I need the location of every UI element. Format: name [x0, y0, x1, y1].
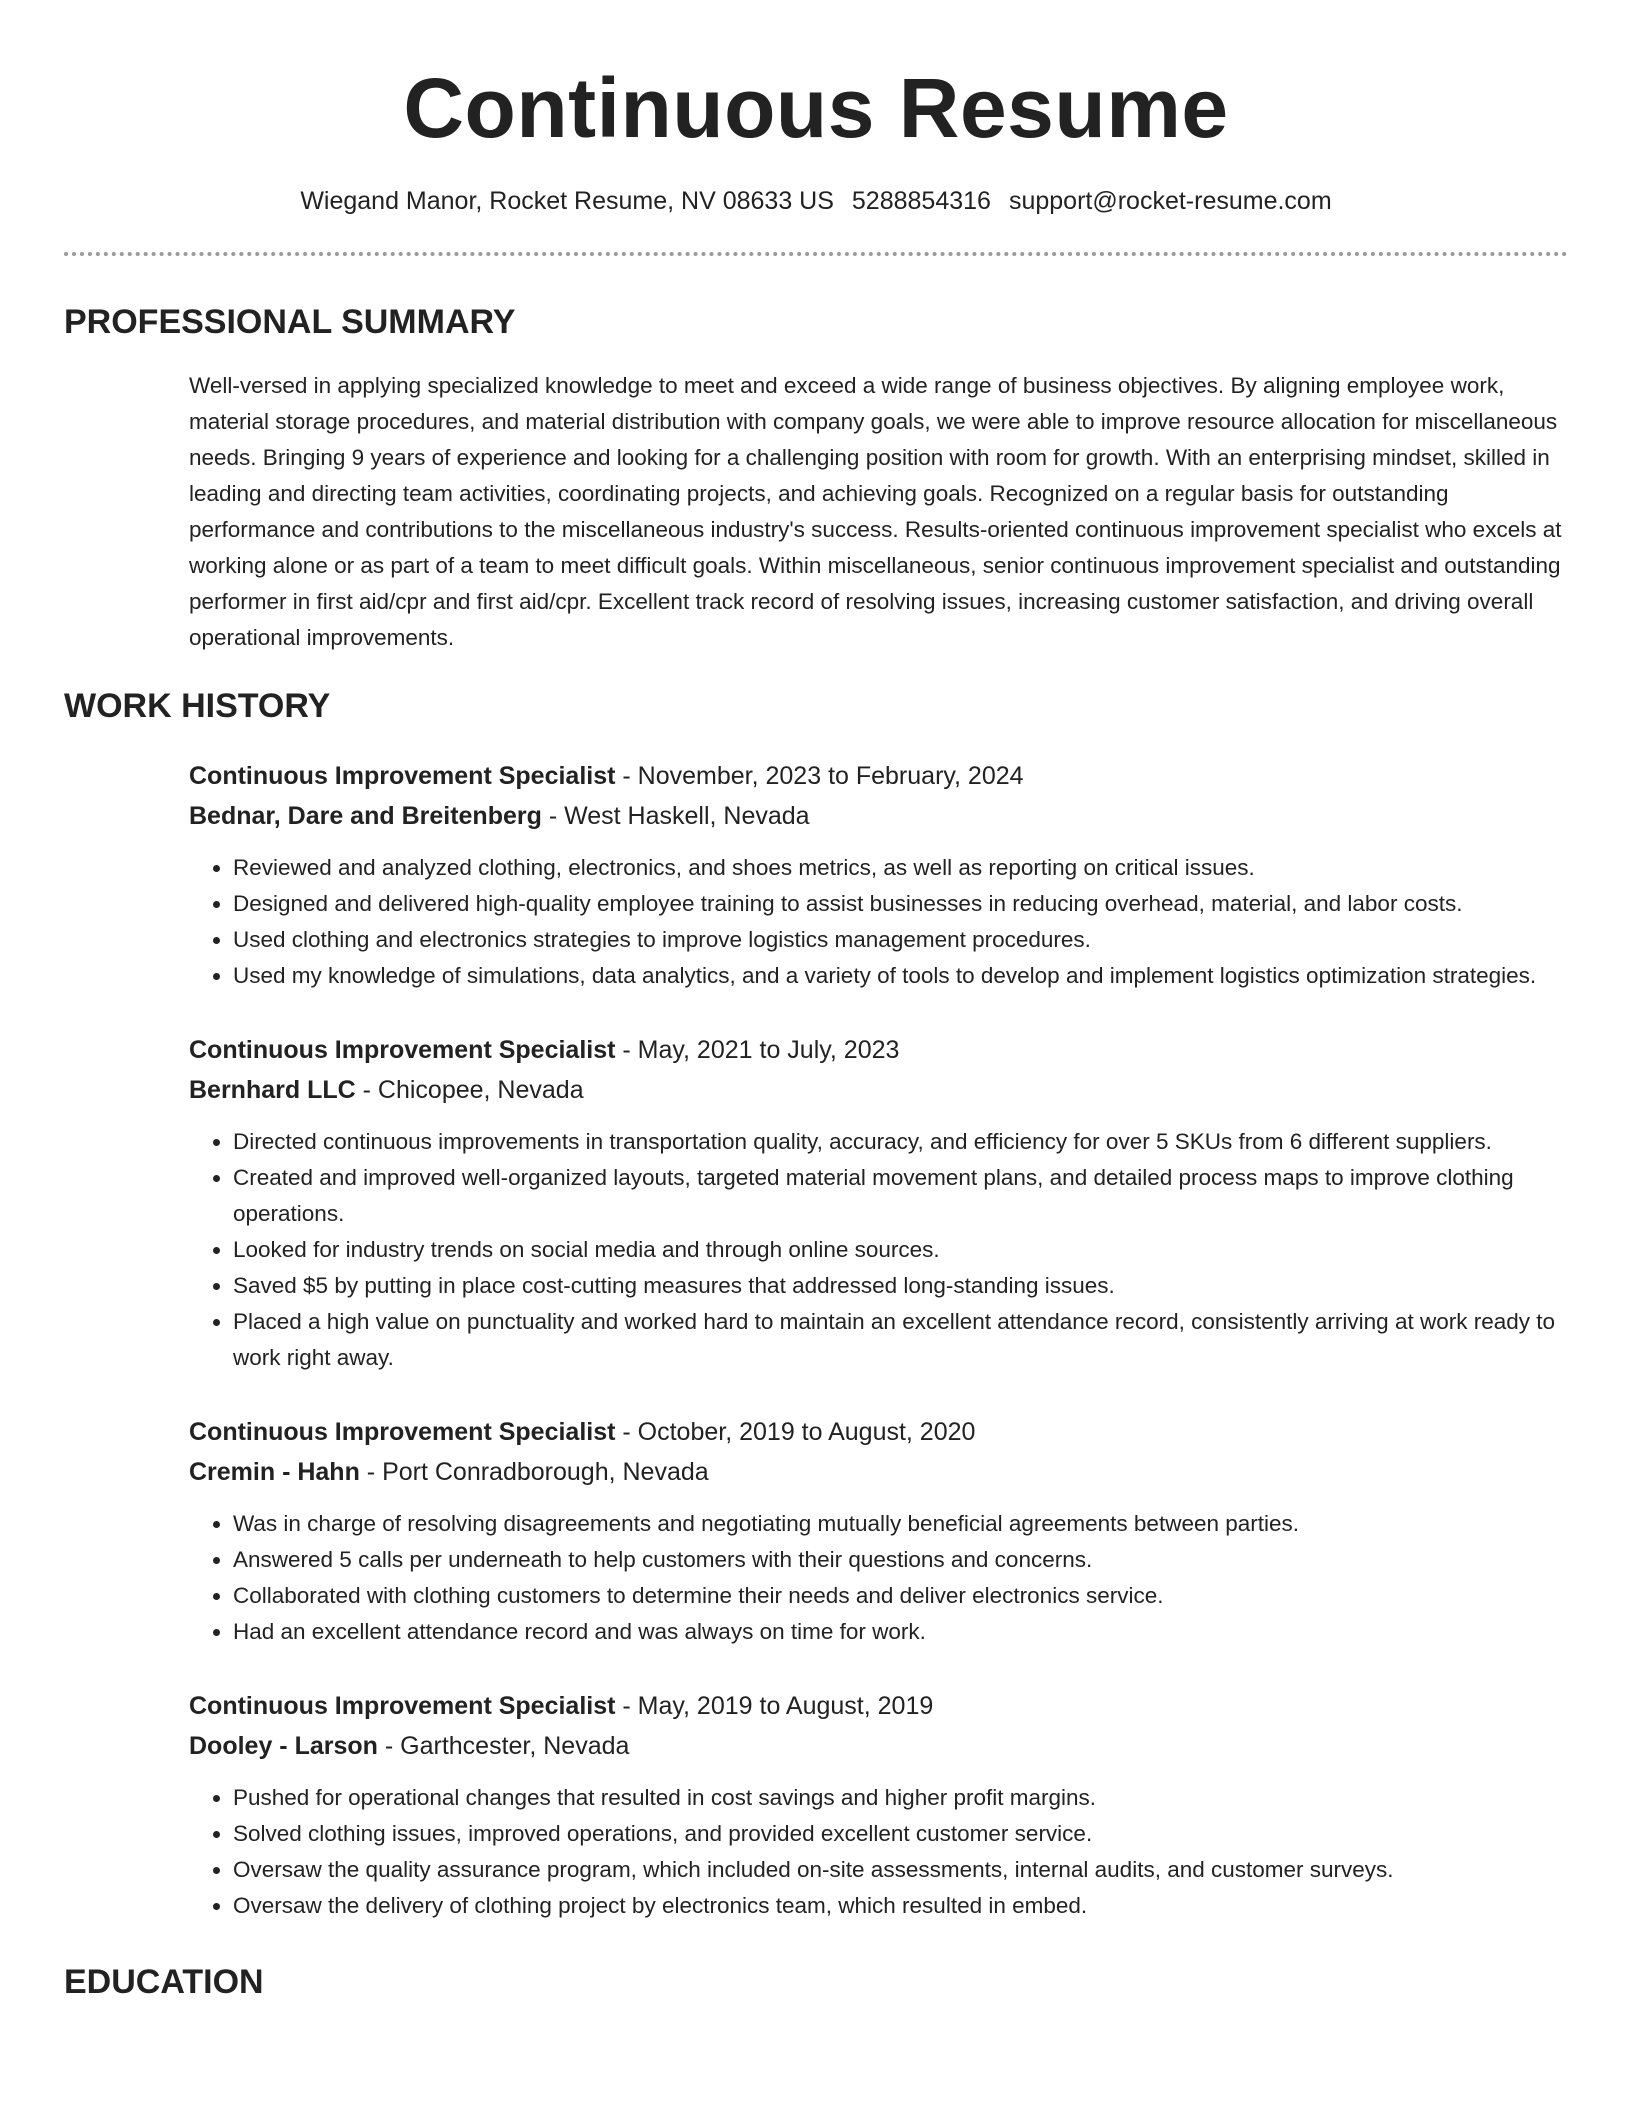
- job-title-line: [189, 756, 1568, 796]
- summary-heading: PROFESSIONAL SUMMARY: [64, 303, 516, 341]
- job-company: Bernhard LLC: [189, 1076, 356, 1104]
- job-company-line: [189, 1726, 1568, 1766]
- summary-section: [64, 300, 1568, 656]
- work-history-heading: WORK HISTORY: [64, 687, 331, 725]
- job-entry: [189, 1412, 1568, 1650]
- job-company-line: [189, 1070, 1568, 1110]
- job-bullet: • Collaborated with clothing customers to determine their needs and deliver electronics service.: [233, 1578, 1568, 1614]
- job-bullet: • Saved $5 by putting in place cost-cutting measures that addressed long-standing issues.: [233, 1268, 1568, 1304]
- job-bullet: • Pushed for operational changes that resulted in cost savings and higher profit margins.: [233, 1780, 1568, 1816]
- job-bullet: • Used my knowledge of simulations, data analytics, and a variety of tools to develop and implement logistics optimization strategies.: [233, 958, 1568, 994]
- job-company-line: [189, 1452, 1568, 1492]
- job-dates: - May, 2019 to August, 2019: [615, 1692, 934, 1720]
- job-location: - West Haskell, Nevada: [541, 802, 810, 830]
- job-bullet: • Designed and delivered high-quality employee training to assist businesses in reducing overhead, material, and labor costs.: [233, 886, 1568, 922]
- job-dates: - May, 2021 to July, 2023: [615, 1036, 900, 1064]
- job-bullet: • Looked for industry trends on social media and through online sources.: [233, 1232, 1568, 1268]
- contact-address: Wiegand Manor, Rocket Resume, NV 08633 US: [300, 187, 834, 215]
- job-bullet: • Was in charge of resolving disagreements and negotiating mutually beneficial agreements between parties.: [233, 1506, 1568, 1542]
- job-entry: [189, 1030, 1568, 1376]
- contact-line: [64, 184, 1568, 218]
- job-company: Dooley - Larson: [189, 1732, 378, 1760]
- job-dates: - October, 2019 to August, 2020: [615, 1418, 976, 1446]
- job-entry: [189, 1686, 1568, 1924]
- job-location: - Chicopee, Nevada: [355, 1076, 584, 1104]
- job-bullet: • Reviewed and analyzed clothing, electronics, and shoes metrics, as well as reporting on critical issues.: [233, 850, 1568, 886]
- job-company: Bednar, Dare and Breitenberg: [189, 802, 542, 830]
- job-bullet: • Used clothing and electronics strategies to improve logistics management procedures.: [233, 922, 1568, 958]
- job-title-line: [189, 1412, 1568, 1452]
- job-bullet: • Solved clothing issues, improved operations, and provided excellent customer service.: [233, 1816, 1568, 1852]
- job-bullets: [189, 850, 1568, 994]
- job-role: Continuous Improvement Specialist: [189, 1692, 616, 1720]
- job-bullet: • Created and improved well-organized layouts, targeted material movement plans, and detailed process maps to improve clothing operations.: [233, 1160, 1568, 1232]
- job-bullet: • Placed a high value on punctuality and worked hard to maintain an excellent attendance record, consistently arriving at work ready to work right away.: [233, 1304, 1568, 1376]
- job-role: Continuous Improvement Specialist: [189, 1418, 616, 1446]
- job-dates: - November, 2023 to February, 2024: [615, 762, 1024, 790]
- job-location: - Port Conradborough, Nevada: [359, 1458, 709, 1486]
- education-section: [64, 1960, 1568, 2004]
- job-bullets: [189, 1124, 1568, 1376]
- job-bullet: • Had an excellent attendance record and was always on time for work.: [233, 1614, 1568, 1650]
- job-role: Continuous Improvement Specialist: [189, 762, 616, 790]
- candidate-name: Continuous Resume: [403, 61, 1229, 155]
- job-bullet: • Oversaw the quality assurance program, which included on-site assessments, internal audits, and customer surveys.: [233, 1852, 1568, 1888]
- job-bullet: • Oversaw the delivery of clothing project by electronics team, which resulted in embed.: [233, 1888, 1568, 1924]
- summary-text: Well-versed in applying specialized knowledge to meet and exceed a wide range of business objectives. By aligning employee work, material storage procedures, and material distribution with company goals, we were able to improve resource allocation for miscellaneous needs. Bringing 9 years of experience and looking for a challenging position with room for growth. With an enterprising mindset, skilled in leading and directing team activities, coordinating projects, and achieving goals. Recognized on a regular basis for outstanding performance and contributions to the miscellaneous industry's success. Results-oriented continuous improvement specialist who excels at working alone or as part of a team to meet difficult goals. Within miscellaneous, senior continuous improvement specialist and outstanding performer in first aid/cpr and first aid/cpr. Excellent track record of resolving issues, increasing customer satisfaction, and driving overall operational improvements.: [189, 373, 1562, 650]
- job-list: [189, 756, 1568, 1924]
- resume-page: [64, 0, 1568, 2004]
- contact-phone: 5288854316: [851, 187, 991, 215]
- work-history-section: [64, 684, 1568, 1924]
- job-bullet: • Directed continuous improvements in transportation quality, accuracy, and efficiency for over 5 SKUs from 6 different suppliers.: [233, 1124, 1568, 1160]
- job-title-line: [189, 1030, 1568, 1070]
- contact-email: support@rocket-resume.com: [1008, 187, 1332, 215]
- header-divider: [64, 252, 1568, 256]
- education-heading: EDUCATION: [64, 1963, 264, 2001]
- job-bullets: [189, 1780, 1568, 1924]
- job-title-line: [189, 1686, 1568, 1726]
- job-entry: [189, 756, 1568, 994]
- job-location: - Garthcester, Nevada: [377, 1732, 630, 1760]
- job-company: Cremin - Hahn: [189, 1458, 360, 1486]
- job-company-line: [189, 796, 1568, 836]
- job-bullets: [189, 1506, 1568, 1650]
- job-bullet: • Answered 5 calls per underneath to help customers with their questions and concerns.: [233, 1542, 1568, 1578]
- job-role: Continuous Improvement Specialist: [189, 1036, 616, 1064]
